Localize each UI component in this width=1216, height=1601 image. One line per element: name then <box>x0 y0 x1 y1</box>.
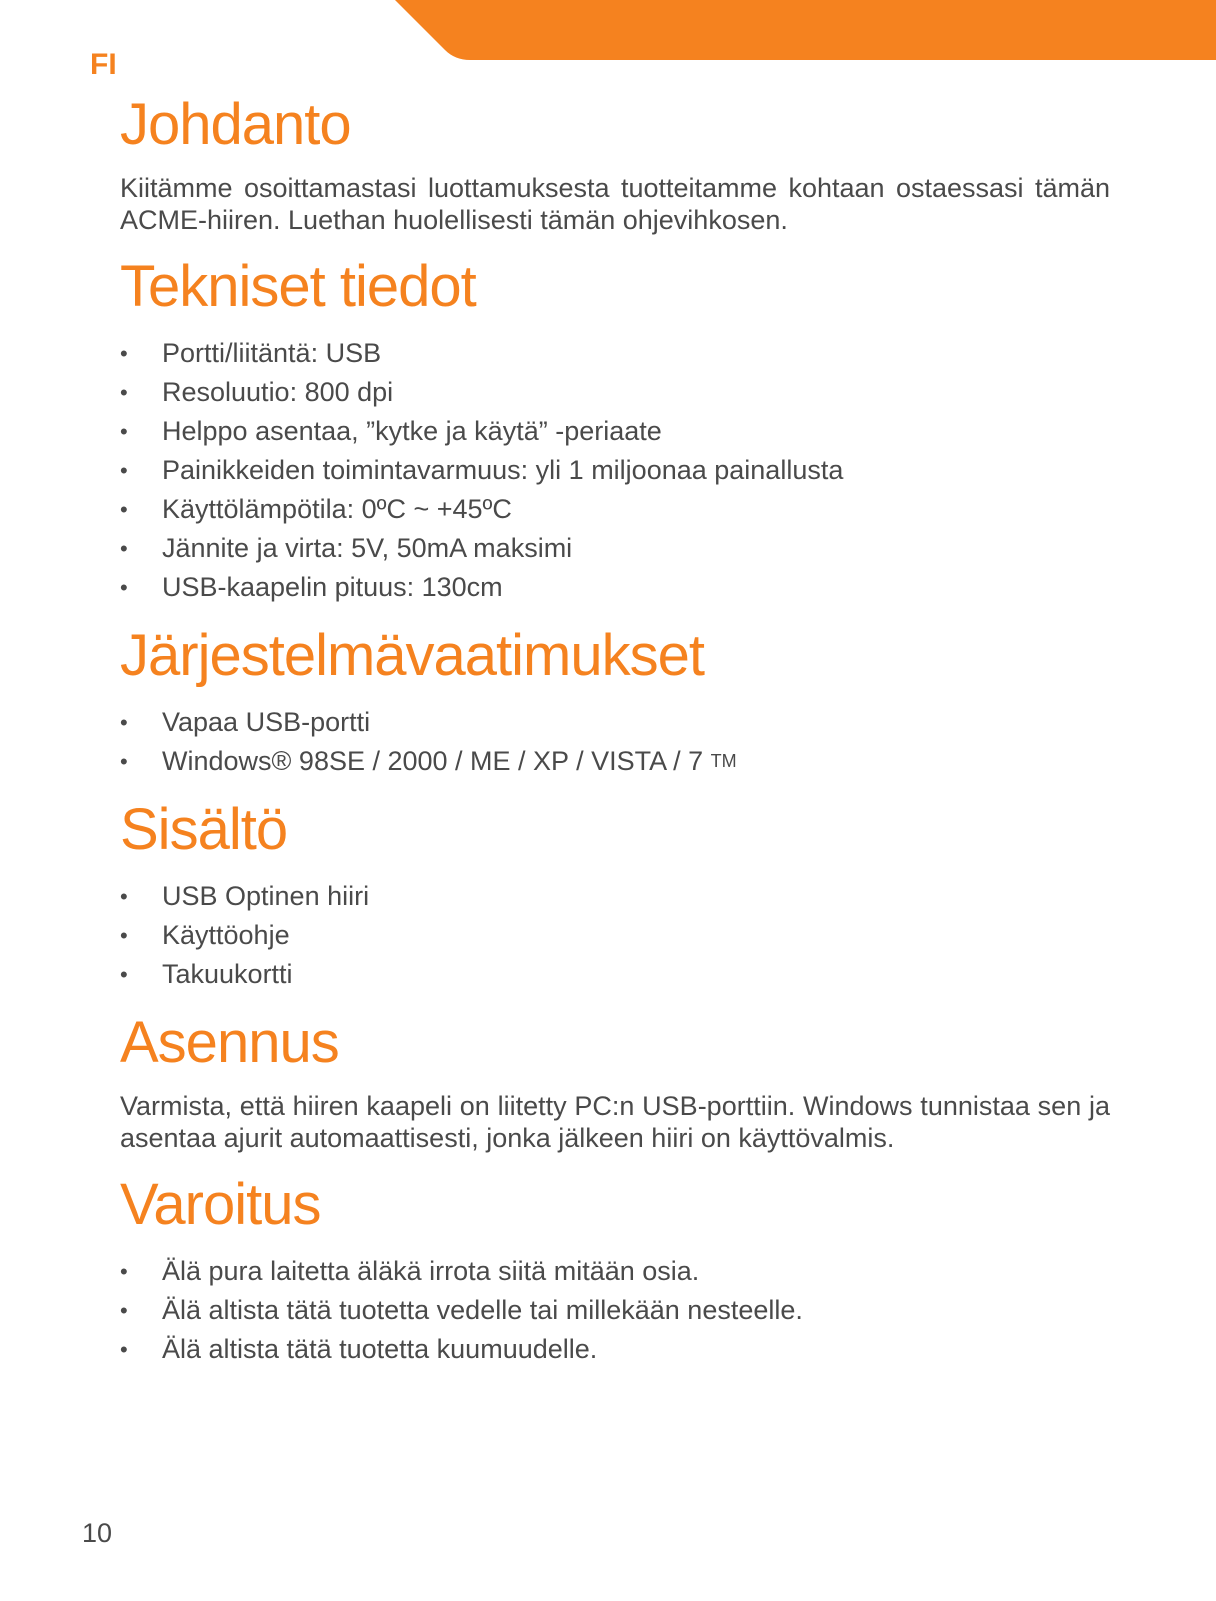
list-item-text: Helppo asentaa, ”kytke ja käytä” -periaate <box>162 416 662 446</box>
bullet-icon: • <box>120 962 128 987</box>
list-item <box>120 703 1110 742</box>
bullet-icon: • <box>120 575 128 600</box>
warning-heading: Varoitus <box>120 1172 321 1237</box>
list-item-text: Takuukortti <box>162 959 293 989</box>
bullet-icon: • <box>120 380 128 405</box>
contents-heading: Sisältö <box>120 797 288 862</box>
specs-heading: Tekniset tiedot <box>120 254 476 319</box>
list-item-text: Resoluutio: 800 dpi <box>162 377 394 407</box>
list-item <box>120 451 1110 490</box>
list-item-text: Jännite ja virta: 5V, 50mA maksimi <box>162 533 573 563</box>
bullet-icon: • <box>120 1337 128 1362</box>
list-item-text: USB Optinen hiiri <box>162 881 370 911</box>
bullet-icon: • <box>120 536 128 561</box>
list-item <box>120 334 1110 373</box>
language-code: FI <box>90 48 117 81</box>
list-item <box>120 916 1110 955</box>
list-item <box>120 742 1110 781</box>
contents-section <box>120 793 1110 994</box>
list-item-text: USB-kaapelin pituus: 130cm <box>162 572 503 602</box>
trademark-mark: TM <box>710 751 737 771</box>
list-item <box>120 877 1110 916</box>
list-item-text: Windows® 98SE / 2000 / ME / XP / VISTA / 7 <box>162 746 704 776</box>
warning-section <box>120 1168 1110 1369</box>
list-item <box>120 490 1110 529</box>
bullet-icon: • <box>120 884 128 909</box>
list-item <box>120 529 1110 568</box>
list-item <box>120 373 1110 412</box>
list-item-text: Käyttölämpötila: 0ºC ~ +45ºC <box>162 494 512 524</box>
bullet-icon: • <box>120 749 128 774</box>
specs-section <box>120 250 1110 607</box>
specs-list <box>120 334 1110 607</box>
requirements-section <box>120 619 1110 781</box>
list-item <box>120 1330 1110 1369</box>
install-text: Varmista, että hiiren kaapeli on liitetty PC:n USB-porttiin. Windows tunnistaa sen ja asentaa ajurit automaattisesti, jonka jälkeen hiiri on käyttövalmis. <box>120 1091 1110 1153</box>
list-item-text: Portti/liitäntä: USB <box>162 338 382 368</box>
list-item <box>120 1252 1110 1291</box>
list-item <box>120 1291 1110 1330</box>
install-heading: Asennus <box>120 1010 339 1075</box>
page-content <box>120 88 1110 1381</box>
intro-text: Kiitämme osoittamastasi luottamuksesta tuotteitamme kohtaan ostaessasi tämän ACME-hiiren. Luethan huolellisesti tämän ohjevihkosen. <box>120 173 1110 235</box>
bullet-icon: • <box>120 419 128 444</box>
intro-heading: Johdanto <box>120 92 351 157</box>
list-item <box>120 568 1110 607</box>
list-item-text: Käyttöohje <box>162 920 290 950</box>
bullet-icon: • <box>120 1298 128 1323</box>
warning-list <box>120 1252 1110 1369</box>
contents-list <box>120 877 1110 994</box>
bullet-icon: • <box>120 710 128 735</box>
bullet-icon: • <box>120 1259 128 1284</box>
bullet-icon: • <box>120 497 128 522</box>
bullet-icon: • <box>120 341 128 366</box>
list-item-text: Älä altista tätä tuotetta vedelle tai millekään nesteelle. <box>162 1295 803 1325</box>
list-item <box>120 412 1110 451</box>
list-item-text: Painikkeiden toimintavarmuus: yli 1 miljoonaa painallusta <box>162 455 844 485</box>
page-number: 10 <box>82 1518 113 1548</box>
bullet-icon: • <box>120 458 128 483</box>
bullet-icon: • <box>120 923 128 948</box>
install-section <box>120 1006 1110 1154</box>
list-item-text: Vapaa USB-portti <box>162 707 371 737</box>
orange-corner-tab <box>0 0 1216 70</box>
list-item-text: Älä altista tätä tuotetta kuumuudelle. <box>162 1334 598 1364</box>
requirements-list <box>120 703 1110 781</box>
intro-section <box>120 88 1110 236</box>
requirements-heading: Järjestelmävaatimukset <box>120 623 704 688</box>
list-item-text: Älä pura laitetta äläkä irrota siitä mitään osia. <box>162 1256 700 1286</box>
list-item <box>120 955 1110 994</box>
